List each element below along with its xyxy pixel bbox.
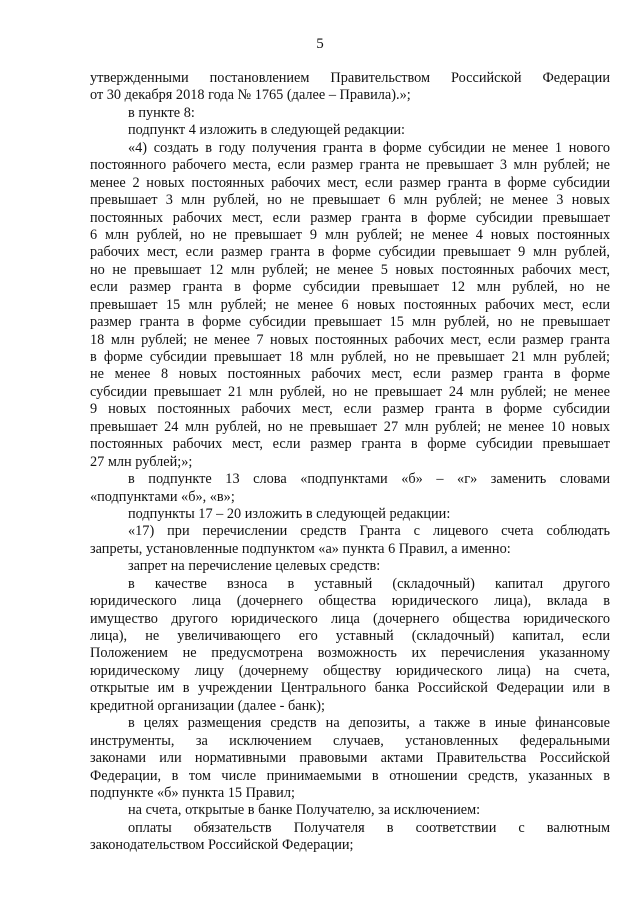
text-line: постоянных рабочих мест, если размер гранта в форме субсидии превышает (90, 209, 610, 226)
text-line: утвержденными постановлением Правительством Российской Федерации (90, 70, 610, 86)
text-line: превышает 3 млн рублей, но не превышает 6 млн рублей; не менее 3 новых (90, 192, 610, 209)
page-number: 5 (316, 36, 324, 52)
text-line: постоянных рабочих мест, если размер гранта в форме субсидии превышает (90, 436, 610, 453)
text-line: законами или нормативными правовыми актами Правительства Российской (90, 750, 610, 767)
text-line: запреты, установленные подпунктом «а» пункта 6 Правил, а именно: (90, 540, 511, 557)
text-line: запрет на перечисление целевых средств: (128, 558, 381, 575)
text-line: имущество другого юридического лица (дочернего общества юридического (90, 610, 610, 627)
text-line: 18 млн рублей; не менее 7 новых постоянных рабочих мест, если размер гранта (90, 331, 610, 348)
text-line: подпункт 4 изложить в следующей редакции: (128, 122, 405, 139)
text-line: если размер гранта в форме субсидии превышает 12 млн рублей, но не (90, 279, 610, 296)
text-line: лица), не увеличивающего его уставный (складочный) капитал, если (90, 628, 610, 644)
text-line: размер гранта в форме субсидии превышает 15 млн рублей, но не превышает (90, 314, 610, 331)
text-line: но не превышает 12 млн рублей; не менее 5 новых постоянных рабочих мест, (90, 261, 610, 278)
text-line: от 30 декабря 2018 года № 1765 (далее – Правила).»; (90, 87, 411, 104)
text-line: в форме субсидии превышает 18 млн рублей, но не превышает 21 млн рублей; (90, 349, 610, 365)
text-line: юридического лица (дочернего общества юридического лица), вклада в (90, 593, 610, 610)
text-line: на счета, открытые в банке Получателю, за исключением: (128, 802, 481, 819)
text-line: Федерации, в том числе принимаемыми в отношении средств, указанных в (90, 767, 610, 784)
text-line: инструменты, за исключением случаев, установленных федеральными (90, 732, 610, 749)
text-line: «17) при перечислении средств Гранта с лицевого счета соблюдать (128, 523, 610, 540)
text-line: не менее 8 новых постоянных рабочих мест, если размер гранта в форме (90, 366, 610, 383)
text-line: 27 млн рублей;»; (90, 453, 193, 470)
text-line: 6 млн рублей, но не превышает 9 млн рублей; не менее 4 новых постоянных (90, 226, 610, 243)
text-line: 9 новых постоянных рабочих мест, если размер гранта в форме субсидии (90, 401, 610, 418)
text-line: открытые им в учреждении Центрального банка Российской Федерации или в (90, 680, 610, 697)
text-line: Положением не предусмотрена возможность их перечисления указанному (90, 645, 610, 662)
document-body (90, 70, 610, 855)
text-line: субсидии превышает 21 млн рублей, но не превышает 24 млн рублей; не менее (90, 383, 610, 400)
text-line: оплаты обязательств Получателя в соответствии с валютным (128, 819, 610, 836)
text-line: постоянного рабочего места, если размер гранта не превышает 3 млн рублей; не (90, 157, 610, 174)
text-line: превышает 15 млн рублей; не менее 6 новых постоянных рабочих мест, если (90, 296, 610, 313)
text-line: в подпункте 13 слова «подпунктами «б» – «г» заменить словами (128, 471, 610, 488)
text-line: юридическому лицу (дочернему обществу юридического лица) на счета, (90, 662, 610, 679)
text-line: в пункте 8: (128, 104, 195, 121)
text-line: кредитной организации (далее - банк); (90, 697, 325, 714)
text-line: «4) создать в году получения гранта в форме субсидии не менее 1 нового (128, 139, 610, 156)
text-line: подпункты 17 – 20 изложить в следующей редакции: (128, 505, 451, 522)
text-line: законодательством Российской Федерации; (90, 837, 354, 854)
text-line: «подпунктами «б», «в»; (90, 488, 235, 505)
text-line: менее 2 новых постоянных рабочих мест, если размер гранта в форме субсидии (90, 174, 610, 191)
text-line: в целях размещения средств на депозиты, а также в иные финансовые (128, 715, 610, 732)
text-line: рабочих мест, если размер гранта в форме субсидии превышает 9 млн рублей, (90, 244, 610, 261)
text-line: в качестве взноса в уставный (складочный) капитал другого (128, 575, 610, 592)
text-line: превышает 24 млн рублей, но не превышает 27 млн рублей; не менее 10 новых (90, 418, 610, 435)
text-line: подпункте «б» пункта 15 Правил; (90, 784, 295, 801)
